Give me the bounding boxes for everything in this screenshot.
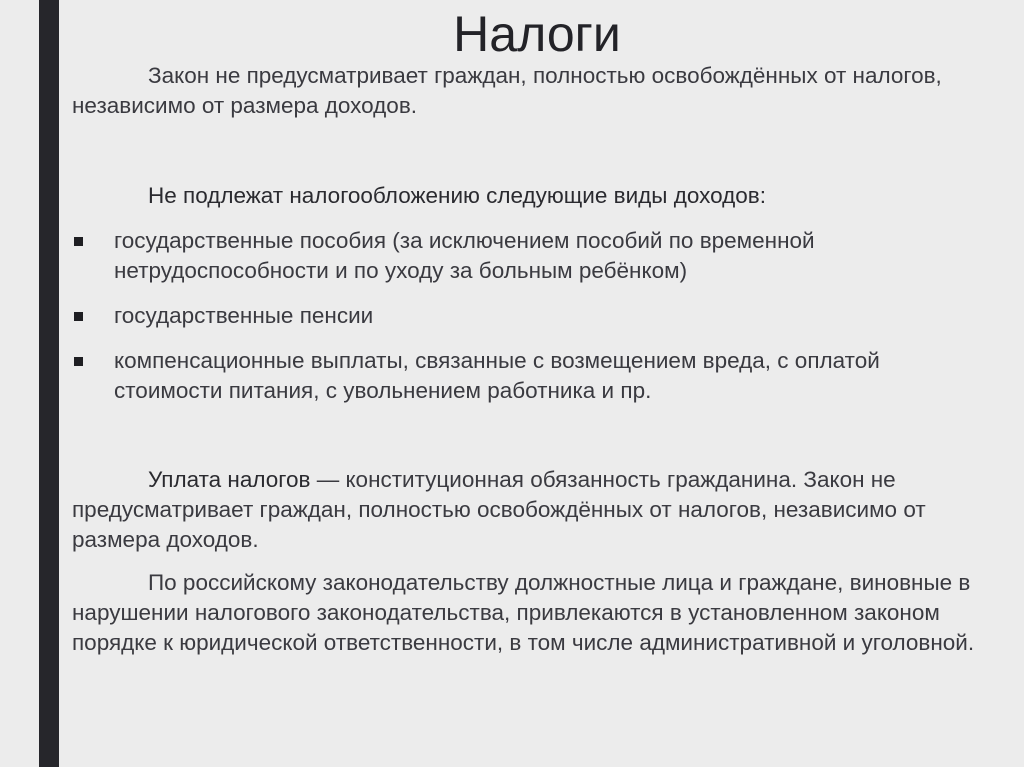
list-item-text: компенсационные выплаты, связанные с возмещением вреда, с оплатой стоимости питания, с увольнением работника и пр. (114, 348, 880, 403)
list-item (72, 226, 972, 286)
list-item (72, 346, 972, 406)
list-item-text: государственные пенсии (114, 303, 374, 328)
exempt-income-heading: Не подлежат налогообложению следующие виды доходов: (148, 183, 766, 208)
square-bullet-icon (74, 312, 83, 321)
intro-paragraph: Закон не предусматривает граждан, полностью освобождённых от налогов, независимо от размера доходов. (72, 63, 942, 118)
left-accent-bar (39, 0, 59, 767)
list-item-text: государственные пособия (за исключением пособий по временной нетрудоспособности и по уходу за больным ребёнком) (114, 228, 815, 283)
tax-duty-text: — конституционная обязанность гражданина. Закон не предусматривает граждан, полностью освобождённых от налогов, независимо от размера доходов. (72, 467, 926, 552)
square-bullet-icon (74, 357, 83, 366)
liability-paragraph: По российскому законодательству должностные лица и граждане, виновные в нарушении налогового законодательства, привлекаются в установленном законом порядке к юридической ответственности, в том числе административной и уголовной. (72, 570, 975, 655)
tax-duty-term: Уплата налогов (148, 467, 311, 492)
exempt-income-list (72, 226, 972, 421)
tax-duty-paragraph (72, 465, 992, 555)
square-bullet-icon (74, 237, 83, 246)
page-title: Налоги (453, 6, 621, 62)
list-item (72, 301, 972, 331)
